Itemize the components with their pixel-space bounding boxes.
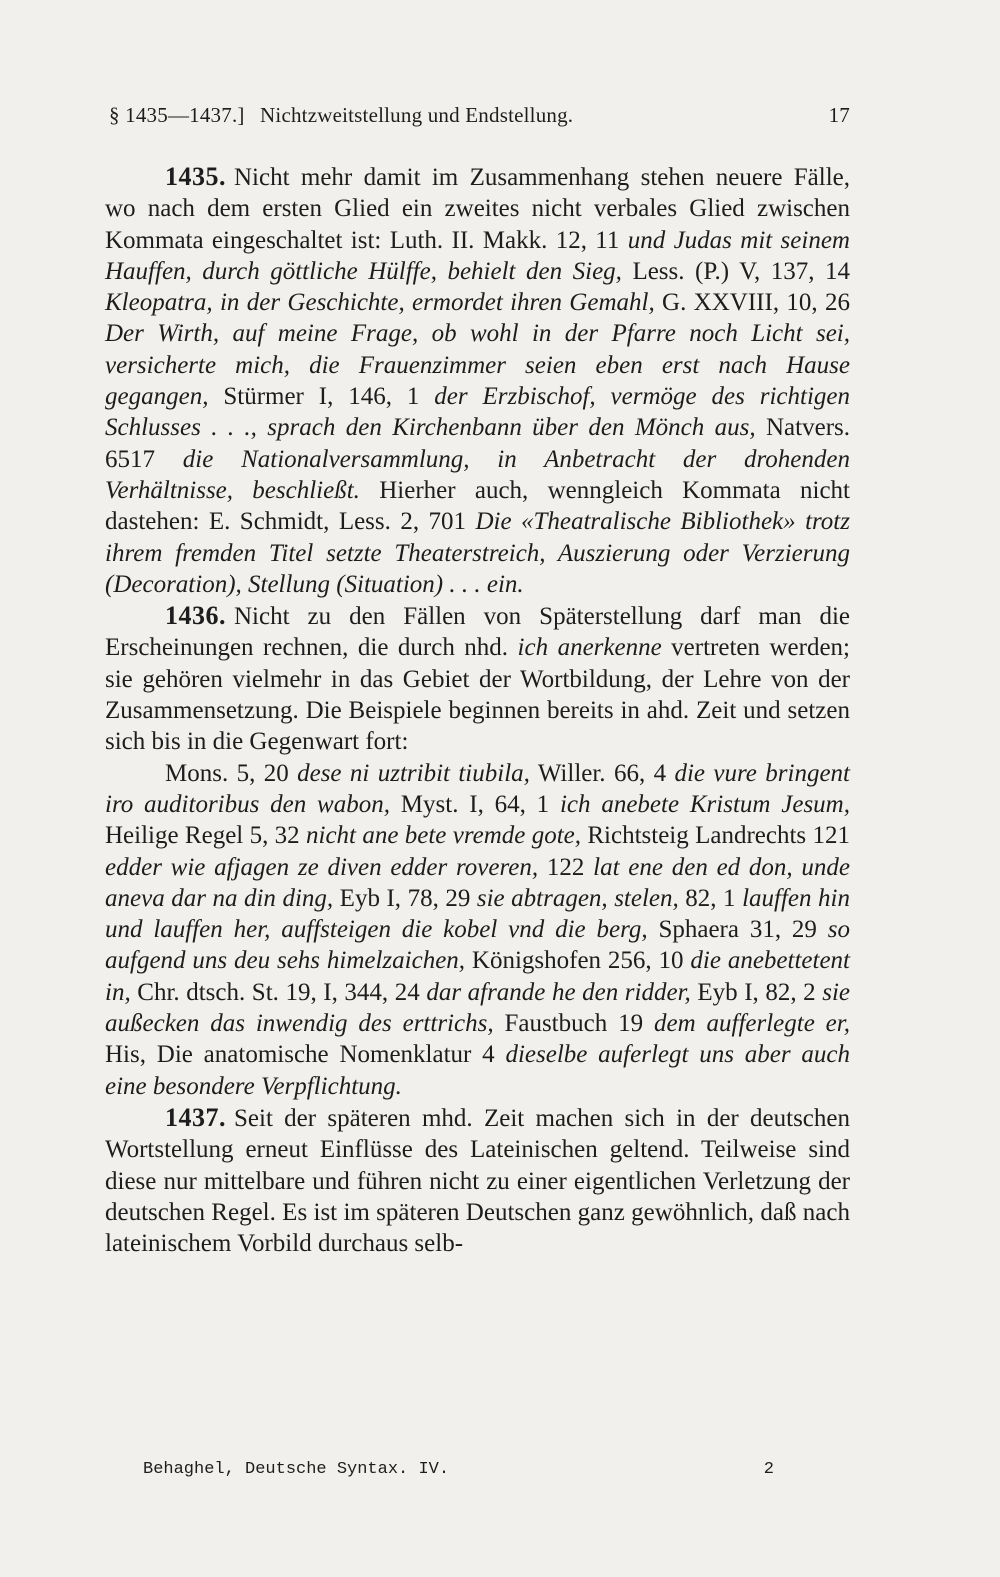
body-segment: Willer. 66, 4 xyxy=(529,759,675,787)
quoted-example: Kleopatra, in der Geschichte, ermordet ihren Gemahl, xyxy=(105,289,655,317)
body-segment: Nicht zu den Fällen von Späterstellung darf man die Erscheinungen rechnen, die durch nhd. xyxy=(105,603,850,662)
paragraph xyxy=(105,1102,850,1259)
body-segment: Heilige Regel 5, 32 xyxy=(105,822,306,850)
quoted-example: lat ene den ed don, unde aneva dar na din ding, xyxy=(105,853,851,912)
body-text xyxy=(105,161,850,1259)
body-segment: Richtsteig Landrechts 121 xyxy=(581,822,850,850)
body-segment: Eyb I, 78, 29 xyxy=(333,884,477,912)
paragraph-number: 1435. xyxy=(165,162,226,191)
quoted-example: sie abtragen, stelen, xyxy=(476,884,679,912)
body-segment: Less. (P.) V, 137, 14 xyxy=(621,257,850,285)
body-segment: Mons. 5, 20 xyxy=(165,759,298,787)
quoted-example: die vure bringent iro auditoribus den wabon, xyxy=(105,759,850,818)
body-segment: Königshofen 256, 10 xyxy=(465,947,691,975)
quoted-example: die Nationalversammlung, in Anbetracht der drohenden Verhältnisse, beschließt. xyxy=(105,445,850,504)
body-segment: Myst. I, 64, 1 xyxy=(389,790,560,818)
quoted-example: lauffen hin und lauffen her, auffsteigen die kobel vnd die berg, xyxy=(105,884,850,944)
body-segment: 122 xyxy=(538,853,594,881)
footer xyxy=(143,1460,774,1479)
quoted-example: edder wie afjagen ze diven edder roveren, xyxy=(105,853,539,881)
quoted-example: dese ni uztribit tiubila, xyxy=(297,759,530,787)
body-segment: His, Die anatomische Nomenklatur 4 xyxy=(105,1041,506,1069)
running-header xyxy=(109,103,850,128)
quoted-example: und Judas mit seinem Hauffen, durch göttliche Hülffe, behielt den Sieg, xyxy=(105,226,850,285)
page-number: 17 xyxy=(828,103,850,127)
header-left xyxy=(109,103,583,128)
quoted-example: sie außecken das inwendig des erttrichs, xyxy=(105,978,850,1038)
body-segment: Faustbuch 19 xyxy=(493,1010,654,1038)
quoted-example: so aufgend uns deu sehs himelzaichen, xyxy=(105,916,850,975)
section-range: § 1435—1437.] xyxy=(109,103,245,127)
quoted-example: Der Wirth, auf meine Frage, ob wohl in der Pfarre noch Licht sei, versicherte mich, die Frauenzimmer seien eben erst nach Hause gegangen, xyxy=(105,320,850,411)
body-segment: Natvers. 6517 xyxy=(105,414,850,473)
body-segment: Hierher auch, wenngleich Kommata nicht dastehen: E. Schmidt, Less. 2, 701 xyxy=(105,476,850,536)
quoted-example: dieselbe auferlegt uns aber auch eine besondere Verpflichtung. xyxy=(105,1041,851,1100)
paragraph xyxy=(105,758,850,1102)
footer-signature: Behaghel, Deutsche Syntax. IV. xyxy=(143,1460,450,1479)
body-segment: Nicht mehr damit im Zusammenhang stehen neuere Fälle, wo nach dem ersten Glied ein zweites nicht verbales Glied zwischen Kommata eingeschaltet ist: Luth. II. Makk. 12, 11 xyxy=(105,164,850,254)
quoted-example: ich anebete Kristum Jesum, xyxy=(559,790,850,818)
quoted-example: die anebettetent in, xyxy=(105,947,850,1006)
paragraph xyxy=(105,161,850,600)
body-segment: Eyb I, 82, 2 xyxy=(690,978,823,1006)
body-segment: vertreten werden; sie gehören vielmehr in das Gebiet der Wortbildung, der Lehre von der Zusammensetzung. Die Beispiele beginnen bereits in ahd. Zeit und setzen sich bis in die Gegenwart fort: xyxy=(105,634,850,756)
quoted-example: dem aufferlegte er, xyxy=(653,1010,850,1038)
quoted-example: nicht ane bete vremde gote, xyxy=(306,822,582,850)
quoted-example: Die «Theatralische Bibliothek» trotz ihrem fremden Titel setzte Theaterstreich, Auszierung oder Verzierung (Decoration), Stellung (Situation) . . . ein. xyxy=(105,508,850,598)
body-segment: Chr. dtsch. St. 19, I, 344, 24 xyxy=(130,978,427,1006)
paragraph xyxy=(105,600,850,757)
sheet-number: 2 xyxy=(763,1460,774,1479)
body-segment: G. XXVIII, 10, 26 xyxy=(654,289,850,317)
body-segment: Sphaera 31, 29 xyxy=(647,916,828,944)
body-segment: Stürmer I, 146, 1 xyxy=(208,383,435,411)
quoted-example: ich anerkenne xyxy=(517,634,662,662)
paragraph-number: 1436. xyxy=(165,601,226,631)
body-segment: Seit der späteren mhd. Zeit machen sich in der deutschen Wortstellung erneut Einflüsse des Lateinischen geltend. Teilweise sind diese nur mittelbare und führen nicht zu einer eigentlichen Verletzung der deutschen Regel. Es ist im späteren Deutschen ganz gewöhnlich, daß nach lateinischem Vorbild durchaus selb- xyxy=(105,1104,850,1258)
body-segment: 82, 1 xyxy=(678,884,743,912)
paragraph-number: 1437. xyxy=(165,1102,226,1132)
quoted-example: der Erzbischof, vermöge des richtigen Schlusses . . ., sprach den Kirchenbann über den Mönch aus, xyxy=(105,383,850,442)
header-title: Nichtzweitstellung und Endstellung. xyxy=(260,103,574,127)
quoted-example: dar afrande he den ridder, xyxy=(426,978,691,1006)
